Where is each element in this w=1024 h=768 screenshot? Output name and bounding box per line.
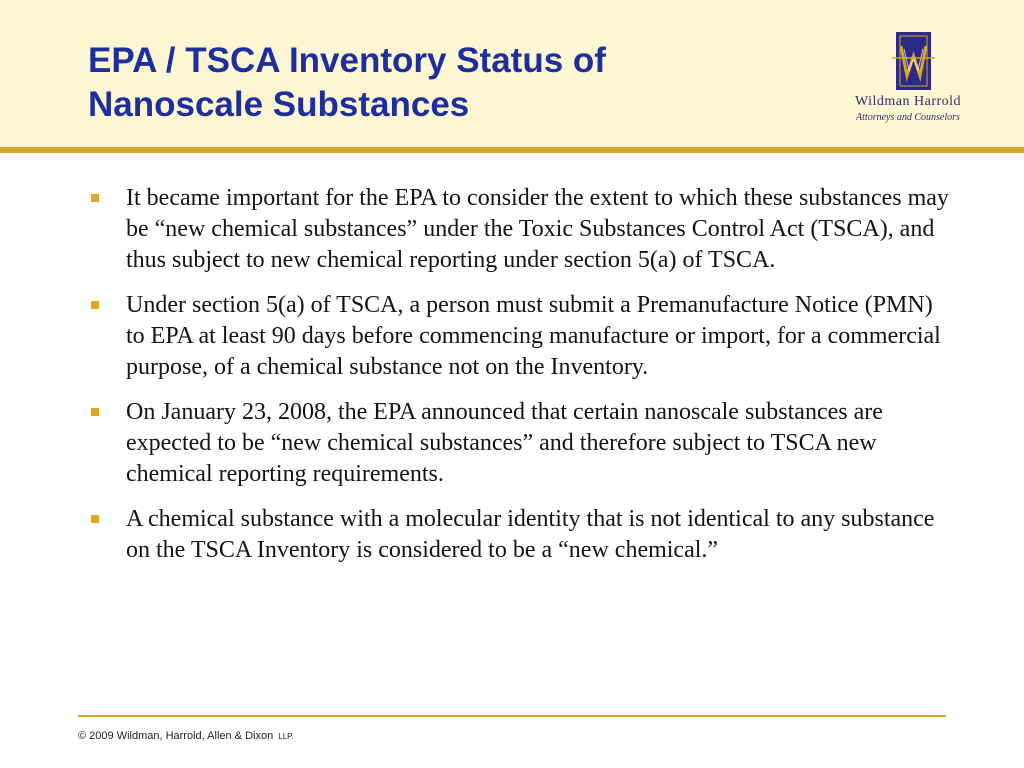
bullet-item — [90, 183, 950, 276]
slide-title-line-1: EPA / TSCA Inventory Status of — [88, 41, 606, 80]
copyright-footer — [78, 730, 294, 742]
square-bullet-icon — [91, 515, 99, 523]
slide-title — [88, 39, 728, 127]
bullet-text: It became important for the EPA to consider the extent to which these substances may be “new chemical substances” under the Toxic Substances Control Act (TSCA), and thus subject to new chemical reporting under section 5(a) of TSCA. — [126, 185, 949, 273]
slide-title-line-2: Nanoscale Substances — [88, 85, 470, 124]
footer-divider — [78, 715, 946, 717]
bullet-item — [90, 504, 950, 566]
firm-tagline: Attorneys and Counselors — [856, 112, 960, 123]
bullet-text: Under section 5(a) of TSCA, a person must submit a Premanufacture Notice (PMN) to EPA at least 90 days before commencing manufacture or import, for a commercial purpose, of a chemical substance not on the Inventory. — [126, 292, 941, 380]
header-divider — [0, 147, 1024, 153]
square-bullet-icon — [91, 408, 99, 416]
copyright-text: © 2009 Wildman, Harrold, Allen & Dixon — [78, 730, 274, 742]
bullet-item — [90, 290, 950, 383]
firm-logo — [838, 32, 978, 128]
wildman-harrold-monogram-icon — [892, 32, 935, 90]
bullet-item — [90, 397, 950, 490]
copyright-suffix: LLP. — [278, 732, 294, 741]
bullet-text: A chemical substance with a molecular identity that is not identical to any substance on the TSCA Inventory is considered to be a “new chemical.” — [126, 506, 935, 563]
square-bullet-icon — [91, 301, 99, 309]
bullet-text: On January 23, 2008, the EPA announced that certain nanoscale substances are expected to be “new chemical substances” and therefore subject to TSCA new chemical reporting requirements. — [126, 399, 883, 487]
firm-name: Wildman Harrold — [854, 94, 962, 109]
bullet-list — [90, 183, 950, 580]
square-bullet-icon — [91, 194, 99, 202]
